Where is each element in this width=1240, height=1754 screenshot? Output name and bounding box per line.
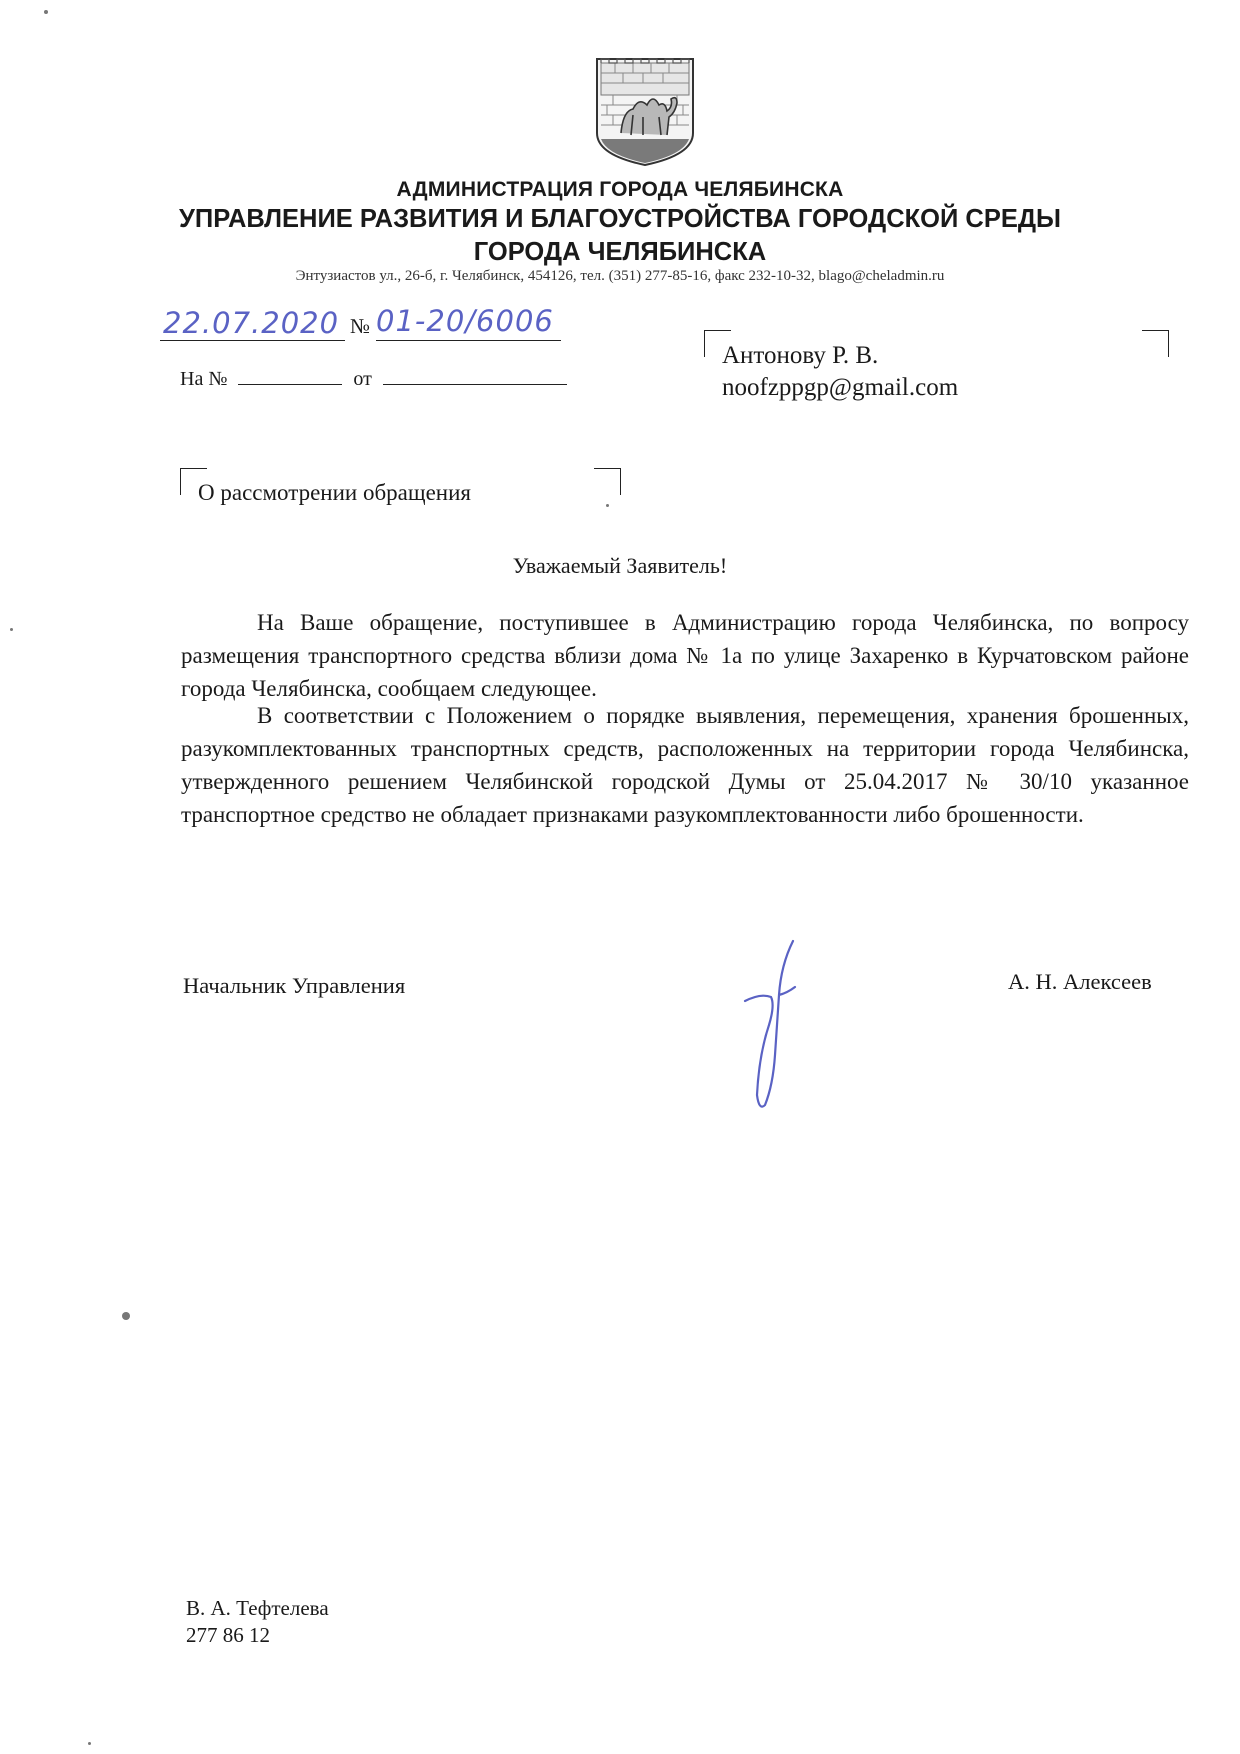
- signatory-name: А. Н. Алексеев: [1008, 969, 1152, 994]
- org-parent-name: АДМИНИСТРАЦИЯ ГОРОДА ЧЕЛЯБИНСКА: [396, 178, 844, 201]
- incoming-reference: [180, 368, 567, 391]
- number-underline: [376, 340, 561, 341]
- executor-phone: 277 86 12: [186, 1623, 270, 1647]
- from-blank: [383, 384, 567, 385]
- coat-of-arms-emblem: [593, 55, 697, 167]
- letter-subject: О рассмотрении обращения: [198, 480, 471, 505]
- signatory-position: Начальник Управления: [183, 973, 406, 998]
- body-paragraph-2: В соответствии с Положением о порядке выявления, перемещения, хранения брошенных, разукомплектованных транспортных средств, расположенных на территории города Челябинска, утвержденного решением Челябинской городской Думы от 25.04.2017 № 30/10 указанное транспортное средство не обладает признаками разукомплектованности либо брошенности.: [181, 703, 1189, 827]
- salutation: Уважаемый Заявитель!: [512, 553, 728, 578]
- scan-speck: [44, 10, 48, 14]
- date-underline: [160, 340, 345, 341]
- from-label: от: [353, 368, 372, 390]
- org-contacts: Энтузиастов ул., 26-б, г. Челябинск, 454126, тел. (351) 277-85-16, факс 232-10-32, blago@cheladmin.ru: [295, 268, 945, 284]
- on-ref-blank: [238, 384, 342, 385]
- scan-speck: [10, 628, 13, 631]
- scan-speck: [606, 504, 609, 507]
- executor-name: В. А. Тефтелева: [186, 1596, 329, 1620]
- outgoing-date: 22.07.2020: [163, 306, 340, 340]
- org-city-name: ГОРОДА ЧЕЛЯБИНСКА: [473, 238, 767, 266]
- body-paragraph-1: На Ваше обращение, поступившее в Администрацию города Челябинска, по вопросу размещения транспортного средства вблизи дома № 1а по улице Захаренко в Курчатовском районе города Челябинска, сообщаем следующее.: [181, 610, 1189, 701]
- outgoing-number-label: №: [350, 314, 371, 338]
- addressee-corner-right: [1142, 330, 1169, 357]
- org-department-name: УПРАВЛЕНИЕ РАЗВИТИЯ И БЛАГОУСТРОЙСТВА ГОРОДСКОЙ СРЕДЫ: [179, 205, 1061, 233]
- scan-speck: [88, 1742, 91, 1745]
- handwritten-signature: [735, 935, 805, 1115]
- addressee-email: noofzppgp@gmail.com: [722, 374, 959, 401]
- addressee-name: Антонову Р. В.: [722, 342, 879, 369]
- subject-corner-right: [594, 468, 621, 495]
- scan-speck: [122, 1312, 130, 1320]
- outgoing-number: 01-20/6006: [376, 304, 554, 338]
- on-ref-label: На №: [180, 368, 228, 390]
